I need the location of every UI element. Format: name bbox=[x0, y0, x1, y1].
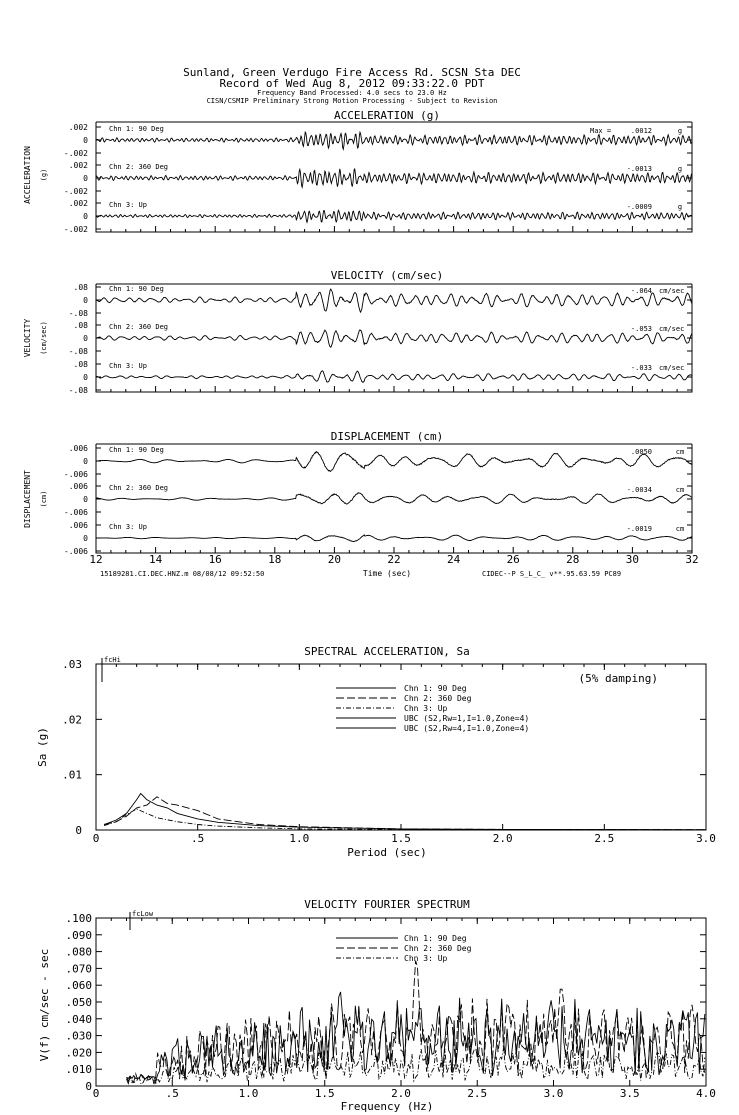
y-tick-label: -.006 bbox=[63, 547, 88, 556]
y-tick-label: .090 bbox=[65, 928, 92, 942]
panel-title: VELOCITY (cm/sec) bbox=[330, 269, 444, 282]
y-tick-label: 0 bbox=[83, 534, 88, 543]
peak-value: -.0019 bbox=[626, 525, 652, 533]
legend-label: Chn 3: Up bbox=[404, 704, 448, 713]
title-line2: Record of Wed Aug 8, 2012 09:33:22.0 PDT bbox=[219, 77, 485, 90]
legend-label: Chn 1: 90 Deg bbox=[404, 934, 467, 943]
y-axis-label: DISPLACEMENT bbox=[23, 470, 32, 528]
peak-unit: cm bbox=[675, 486, 685, 494]
x-tick-label: 1.5 bbox=[314, 1087, 335, 1100]
peak-value: -.0034 bbox=[626, 486, 652, 494]
peak-unit: g bbox=[677, 165, 683, 173]
channel-label: Chn 2: 360 Deg bbox=[109, 163, 169, 171]
peak-unit: cm/sec bbox=[659, 364, 685, 372]
y-tick-label: -.002 bbox=[63, 187, 88, 196]
x-tick-label: 12 bbox=[89, 553, 103, 566]
x-tick-label: 3.5 bbox=[619, 1087, 640, 1100]
x-axis-label: Frequency (Hz) bbox=[340, 1100, 434, 1113]
peak-value: -.053 bbox=[630, 325, 652, 333]
waveform-trace bbox=[96, 330, 692, 347]
y-tick-label: 0 bbox=[83, 334, 88, 343]
channel-label: Chn 1: 90 Deg bbox=[109, 125, 164, 133]
y-tick-label: .02 bbox=[62, 713, 82, 727]
x-tick-label: .5 bbox=[165, 1087, 179, 1100]
title-line4: CISN/CSMIP Preliminary Strong Motion Processing - Subject to Revision bbox=[206, 97, 498, 105]
sa-series-1 bbox=[104, 794, 706, 830]
x-tick-label: 2.0 bbox=[391, 1087, 411, 1100]
x-tick-label: 20 bbox=[327, 553, 342, 566]
chart-title: SPECTRAL ACCELERATION, Sa bbox=[304, 645, 470, 658]
y-tick-label: .010 bbox=[65, 1063, 92, 1077]
x-tick-label: 24 bbox=[446, 553, 461, 566]
x-tick-label: 0 bbox=[92, 832, 100, 845]
y-tick-label: 0 bbox=[83, 495, 88, 504]
x-tick-label: 32 bbox=[685, 553, 699, 566]
y-tick-label: -.002 bbox=[63, 149, 88, 158]
peak-value: .0050 bbox=[630, 448, 652, 456]
x-tick-label: 1.5 bbox=[391, 832, 411, 845]
x-tick-label: 2.0 bbox=[492, 832, 513, 845]
waveform-trace bbox=[96, 452, 692, 472]
y-tick-label: .050 bbox=[65, 996, 92, 1009]
x-tick-label: 1.0 bbox=[289, 832, 310, 845]
x-tick-label: 1.0 bbox=[238, 1087, 259, 1100]
x-tick-label: 14 bbox=[148, 553, 163, 566]
fclow-label: fcLow bbox=[132, 910, 154, 918]
y-tick-label: .01 bbox=[62, 768, 82, 782]
x-tick-label: 18 bbox=[268, 553, 282, 566]
y-tick-label: 0 bbox=[83, 457, 88, 466]
y-tick-label: 0 bbox=[75, 824, 82, 837]
peak-value: -.0013 bbox=[626, 165, 652, 173]
y-tick-label: 0 bbox=[83, 136, 88, 145]
x-axis-label: Period (sec) bbox=[347, 846, 427, 859]
x-tick-label: 26 bbox=[506, 553, 520, 566]
y-tick-label: .006 bbox=[68, 482, 88, 491]
waveform-trace bbox=[96, 169, 692, 188]
channel-label: Chn 1: 90 Deg bbox=[109, 446, 164, 454]
plot-frame bbox=[96, 664, 706, 830]
x-tick-label: 16 bbox=[208, 553, 222, 566]
legend-label: Chn 3: Up bbox=[404, 954, 448, 963]
y-axis-label: V(f) cm/sec - sec bbox=[38, 948, 51, 1062]
y-tick-label: -.006 bbox=[63, 470, 88, 479]
y-tick-label: .006 bbox=[68, 521, 88, 530]
title-line1: Sunland, Green Verdugo Fire Access Rd. SCSN Sta DEC bbox=[183, 66, 521, 79]
waveform-trace bbox=[96, 210, 692, 222]
x-tick-label: 28 bbox=[566, 553, 580, 566]
y-tick-label: .070 bbox=[65, 962, 92, 976]
y-axis-units: (cm/sec) bbox=[40, 321, 48, 355]
y-tick-label: .030 bbox=[65, 1029, 92, 1043]
peak-unit: g bbox=[677, 203, 683, 211]
y-axis-units: (g) bbox=[40, 168, 48, 182]
y-tick-label: .040 bbox=[65, 1012, 92, 1026]
peak-unit: cm bbox=[675, 448, 685, 456]
footer-right: CIDEC--P S_L_C_ v**.95.63.59 PC89 bbox=[482, 570, 622, 578]
peak-value: -.064 bbox=[630, 287, 652, 295]
y-tick-label: -.002 bbox=[63, 225, 88, 234]
peak-value: -.033 bbox=[630, 364, 652, 372]
y-axis-label: VELOCITY bbox=[23, 318, 32, 358]
y-axis-label: ACCELERATION bbox=[23, 146, 32, 204]
sa-series-3 bbox=[104, 809, 706, 830]
channel-label: Chn 2: 360 Deg bbox=[109, 323, 169, 331]
sa-series-2 bbox=[104, 797, 706, 830]
waveform-trace bbox=[96, 535, 692, 542]
y-tick-label: .020 bbox=[65, 1046, 92, 1060]
damping-note: (5% damping) bbox=[578, 672, 658, 685]
peak-unit: cm/sec bbox=[659, 287, 685, 295]
legend-label: UBC (S2,Rw=1,I=1.0,Zone=4) bbox=[404, 714, 530, 723]
y-tick-label: .002 bbox=[68, 199, 88, 208]
y-tick-label: 0 bbox=[83, 174, 88, 183]
y-tick-label: 0 bbox=[85, 1080, 92, 1093]
x-tick-label: 2.5 bbox=[594, 832, 615, 845]
y-tick-label: .08 bbox=[73, 321, 88, 330]
panel-title: DISPLACEMENT (cm) bbox=[330, 430, 444, 443]
x-tick-label: 3.0 bbox=[696, 832, 716, 845]
y-tick-label: -.006 bbox=[63, 508, 88, 517]
x-tick-label: .5 bbox=[191, 832, 205, 845]
y-tick-label: 0 bbox=[83, 296, 88, 305]
y-tick-label: .08 bbox=[73, 283, 88, 292]
channel-label: Chn 3: Up bbox=[109, 201, 147, 209]
waveform-trace bbox=[96, 493, 692, 505]
y-tick-label: 0 bbox=[83, 212, 88, 221]
x-tick-label: 30 bbox=[625, 553, 640, 566]
fchi-label: fcHi bbox=[104, 656, 121, 664]
peak-unit: cm/sec bbox=[659, 325, 685, 333]
panel-title: ACCELERATION (g) bbox=[334, 109, 440, 122]
legend-label: Chn 1: 90 Deg bbox=[404, 684, 467, 693]
legend-label: Chn 2: 360 Deg bbox=[404, 694, 472, 703]
peak-value: -.0009 bbox=[626, 203, 652, 211]
y-tick-label: .002 bbox=[68, 123, 88, 132]
title-line3: Frequency Band Processed: 4.0 secs to 23.0 Hz bbox=[257, 89, 447, 97]
peak-unit: cm bbox=[675, 525, 685, 533]
y-tick-label: .060 bbox=[65, 979, 92, 993]
legend-label: UBC (S2,Rw=4,I=1.0,Zone=4) bbox=[404, 724, 530, 733]
y-tick-label: -.08 bbox=[68, 386, 88, 395]
x-tick-label: 4.0 bbox=[696, 1087, 716, 1100]
waveform-trace bbox=[96, 289, 692, 312]
y-tick-label: .002 bbox=[68, 161, 88, 170]
channel-label: Chn 2: 360 Deg bbox=[109, 484, 169, 492]
x-tick-label: 0 bbox=[92, 1087, 100, 1100]
max-prefix: Max = bbox=[590, 127, 612, 135]
y-tick-label: .08 bbox=[73, 360, 88, 369]
x-tick-label: 3.0 bbox=[543, 1087, 564, 1100]
legend-label: Chn 2: 360 Deg bbox=[404, 944, 472, 953]
y-tick-label: 0 bbox=[83, 373, 88, 382]
y-tick-label: .03 bbox=[62, 658, 82, 671]
peak-value: .0012 bbox=[630, 127, 652, 135]
y-tick-label: .080 bbox=[65, 945, 92, 959]
chart-title: VELOCITY FOURIER SPECTRUM bbox=[304, 898, 470, 911]
y-axis-label: Sa (g) bbox=[36, 727, 49, 767]
y-axis-units: (cm) bbox=[40, 490, 48, 508]
y-tick-label: -.08 bbox=[68, 309, 88, 318]
channel-label: Chn 3: Up bbox=[109, 523, 147, 531]
x-tick-label: 2.5 bbox=[467, 1087, 488, 1100]
y-tick-label: .006 bbox=[68, 444, 88, 453]
footer-left: 15189281.CI.DEC.HNZ.m 08/08/12 09:52:50 bbox=[100, 570, 265, 578]
x-tick-label: 22 bbox=[387, 553, 401, 566]
y-tick-label: -.08 bbox=[68, 347, 88, 356]
peak-unit: g bbox=[677, 127, 683, 135]
y-tick-label: .100 bbox=[65, 912, 92, 925]
time-axis-label: Time (sec) bbox=[362, 569, 412, 578]
waveform-trace bbox=[96, 371, 692, 383]
channel-label: Chn 3: Up bbox=[109, 362, 147, 370]
channel-label: Chn 1: 90 Deg bbox=[109, 285, 164, 293]
